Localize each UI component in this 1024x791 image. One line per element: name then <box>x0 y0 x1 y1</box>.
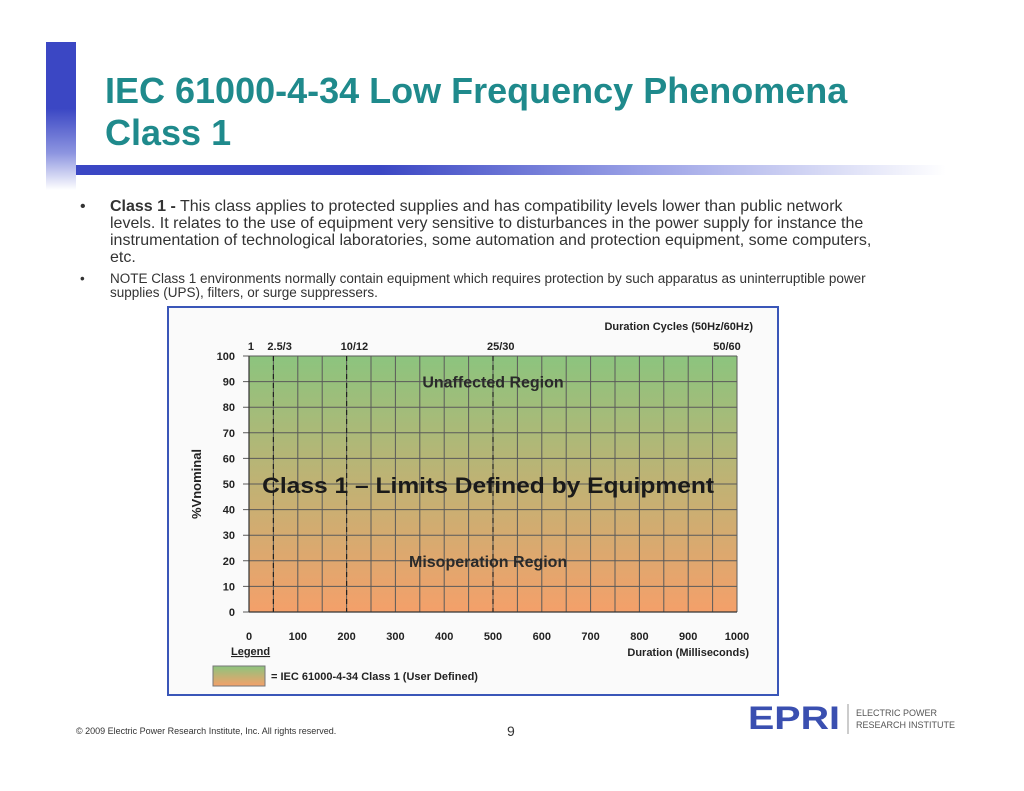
title-rule <box>76 165 946 175</box>
x-tick-label: 900 <box>679 631 698 643</box>
y-tick-label: 60 <box>222 453 235 466</box>
title-accent-bar <box>46 42 76 190</box>
epri-logo-line1: ELECTRIC POWER <box>856 708 938 718</box>
region-label: Unaffected Region <box>422 374 564 392</box>
x-tick-label: 0 <box>245 631 253 643</box>
bullet-dot: • <box>80 198 86 215</box>
bullet-item-note <box>76 272 876 300</box>
y-tick-label: 40 <box>222 504 235 517</box>
slide-title <box>105 70 847 154</box>
x-tick-label: 500 <box>483 631 503 643</box>
slide-title-line1: IEC 61000-4-34 Low Frequency Phenomena <box>105 70 848 111</box>
x-axis-label: Duration (Milliseconds) <box>627 647 749 659</box>
x-tick-label: 200 <box>337 631 356 643</box>
x-tick-label: 1000 <box>724 631 750 643</box>
chart-frame <box>167 306 779 696</box>
page-number: 9 <box>507 723 515 739</box>
epri-logo-wordmark: EPRI <box>748 700 840 736</box>
cycle-marker-label: 10/12 <box>340 341 369 353</box>
x-tick-label: 300 <box>386 631 405 643</box>
bullet-item-class1 <box>76 198 876 266</box>
legend-title: Legend <box>231 646 271 658</box>
y-tick-label: 90 <box>222 376 235 389</box>
region-label: Misoperation Region <box>409 553 568 571</box>
x-tick-label: 600 <box>532 631 551 643</box>
cycle-marker-label: 50/60 <box>713 341 741 353</box>
legend-entry: = IEC 61000-4-34 Class 1 (User Defined) <box>271 671 478 683</box>
bullet-dot: • <box>80 271 85 286</box>
x-tick-label: 700 <box>581 631 600 643</box>
y-tick-label: 30 <box>222 530 235 543</box>
y-tick-label: 70 <box>222 427 235 440</box>
y-tick-label: 0 <box>228 607 235 619</box>
y-tick-label: 80 <box>222 402 235 415</box>
x-tick-label: 800 <box>630 631 649 643</box>
bullet-text: This class applies to protected supplies and has compatibility levels lower than public network levels. It relates to the use of equipment very sensitive to disturbances in the power supply for instance the instrumentation of technological laboratories, some automation and protection equipment, some computers, etc. <box>110 198 872 266</box>
bullet-bold-label: Class 1 - <box>110 198 176 215</box>
epri-logo-line2: RESEARCH INSTITUTE <box>856 720 956 730</box>
bullet-list <box>76 198 876 300</box>
copyright-footer: © 2009 Electric Power Research Institute, Inc. All rights reserved. <box>76 726 337 736</box>
y-tick-label: 20 <box>222 555 235 568</box>
top-axis-label: Duration Cycles (50Hz/60Hz) <box>604 321 753 333</box>
bullet-note-text: NOTE Class 1 environments normally contain equipment which requires protection by such apparatus as uninterruptible power supplies (UPS), filters, or surge suppressers. <box>110 271 866 300</box>
epri-logo <box>748 698 958 738</box>
class1-chart <box>169 308 777 694</box>
x-tick-label: 400 <box>435 631 454 643</box>
slide-title-line2: Class 1 <box>105 112 232 153</box>
y-tick-label: 50 <box>222 479 235 491</box>
y-tick-label: 10 <box>222 581 235 594</box>
legend-swatch <box>213 666 265 686</box>
cycle-marker-label: 25/30 <box>487 341 515 353</box>
y-axis-label: %Vnominal <box>189 448 204 520</box>
y-tick-label: 100 <box>216 351 235 363</box>
center-label: Class 1 – Limits Defined by Equipment <box>262 473 715 498</box>
x-tick-label: 100 <box>288 631 307 643</box>
cycle-marker-label: 1 <box>247 341 255 353</box>
cycle-marker-label: 2.5/3 <box>267 341 292 353</box>
